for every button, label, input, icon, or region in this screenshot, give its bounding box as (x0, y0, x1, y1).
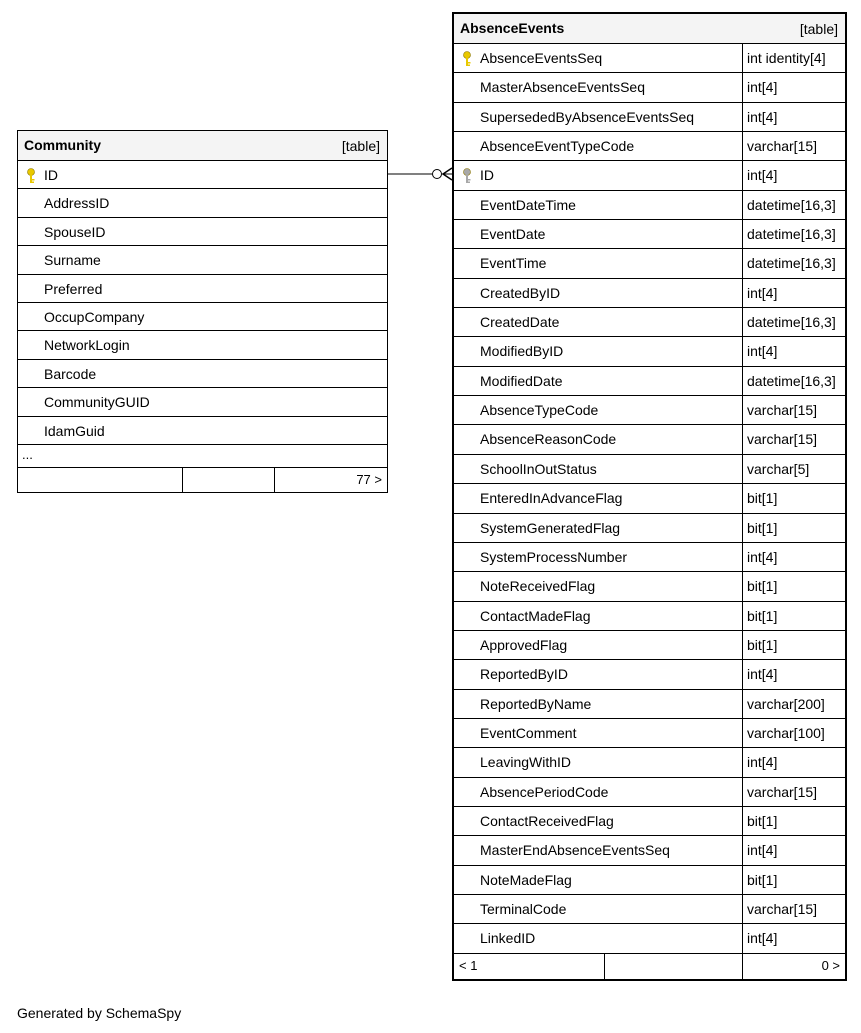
column-name: ID (44, 167, 58, 183)
column-type: int[4] (742, 748, 777, 776)
column-row[interactable] (454, 367, 845, 396)
column-row[interactable] (454, 132, 845, 161)
column-name: CreatedByID (480, 284, 561, 301)
column-type: bit[1] (742, 807, 777, 835)
column-type: varchar[5] (742, 455, 809, 483)
column-name: ContactReceivedFlag (480, 812, 614, 829)
column-row[interactable] (454, 719, 845, 748)
column-type: int[4] (742, 337, 777, 365)
column-row[interactable] (18, 189, 387, 217)
column-name: Surname (44, 252, 101, 269)
column-row[interactable] (454, 73, 845, 102)
column-row[interactable] (454, 249, 845, 278)
column-row[interactable] (454, 924, 845, 953)
table-header (454, 14, 845, 44)
column-type: varchar[15] (742, 895, 817, 923)
community-table[interactable] (17, 130, 388, 493)
column-row[interactable] (454, 514, 845, 543)
column-row[interactable] (454, 836, 845, 865)
column-type: bit[1] (742, 514, 777, 542)
column-type: int[4] (742, 161, 777, 189)
column-type: varchar[200] (742, 690, 825, 718)
column-type: varchar[15] (742, 396, 817, 424)
table-type-label: [table] (341, 138, 380, 154)
column-name: CommunityGUID (44, 394, 150, 411)
table-footer (18, 468, 387, 492)
column-row[interactable] (18, 275, 387, 303)
column-name: ID (480, 167, 494, 184)
column-name: SpouseID (44, 223, 106, 240)
column-name: ReportedByName (480, 695, 592, 712)
column-type: bit[1] (742, 866, 777, 894)
column-name: ModifiedByID (480, 343, 564, 360)
column-name: AbsenceEventsSeq (480, 50, 603, 66)
column-name: NoteMadeFlag (480, 871, 572, 888)
column-type: datetime[16,3] (742, 191, 836, 219)
column-row[interactable] (454, 191, 845, 220)
column-row[interactable] (454, 778, 845, 807)
table-header (18, 131, 387, 161)
column-row[interactable] (18, 331, 387, 359)
column-row[interactable] (18, 360, 387, 388)
column-name: Preferred (44, 280, 103, 297)
column-type: int[4] (742, 73, 777, 101)
column-type: bit[1] (742, 572, 777, 600)
column-type: int[4] (742, 103, 777, 131)
column-row[interactable] (454, 103, 845, 132)
column-name: ModifiedDate (480, 372, 563, 389)
column-row[interactable] (454, 44, 845, 73)
column-name: OccupCompany (44, 308, 145, 325)
column-name: Barcode (44, 365, 97, 382)
column-row[interactable] (454, 308, 845, 337)
absenceevents-table[interactable] (452, 12, 847, 981)
column-row[interactable] (454, 455, 845, 484)
column-row[interactable] (454, 602, 845, 631)
children-count[interactable]: 77 > (356, 471, 382, 487)
more-columns-indicator: ... (18, 445, 387, 468)
column-type: varchar[15] (742, 425, 817, 453)
parents-count[interactable]: < 1 (459, 957, 478, 973)
column-name: ApprovedFlag (480, 636, 568, 653)
column-type: datetime[16,3] (742, 249, 836, 277)
column-name: AbsenceEventTypeCode (480, 138, 635, 155)
column-name: ReportedByID (480, 666, 568, 683)
column-type: bit[1] (742, 631, 777, 659)
primary-key-icon (26, 168, 36, 184)
column-row[interactable] (454, 748, 845, 777)
column-row[interactable] (454, 161, 845, 190)
column-name: SupersededByAbsenceEventsSeq (480, 108, 695, 125)
column-type: varchar[15] (742, 132, 817, 160)
column-name: IdamGuid (44, 422, 105, 439)
column-row[interactable] (454, 572, 845, 601)
table-type-label: [table] (799, 21, 838, 37)
column-name: AbsencePeriodCode (480, 783, 609, 800)
column-type: datetime[16,3] (742, 308, 836, 336)
column-name: MasterAbsenceEventsSeq (480, 79, 645, 96)
column-row[interactable] (454, 279, 845, 308)
column-row[interactable] (18, 417, 387, 445)
generated-by-credit: Generated by SchemaSpy (17, 1005, 182, 1021)
column-name: EnteredInAdvanceFlag (480, 490, 623, 507)
children-count[interactable]: 0 > (821, 957, 840, 973)
column-name: EventComment (480, 724, 577, 741)
column-row[interactable] (18, 218, 387, 246)
column-row[interactable] (454, 895, 845, 924)
column-type: int[4] (742, 279, 777, 307)
column-row[interactable] (454, 337, 845, 366)
foreign-key-icon (462, 168, 472, 184)
column-name: CreatedDate (480, 314, 560, 331)
column-name: SystemGeneratedFlag (480, 519, 621, 536)
column-name: EventDateTime (480, 196, 576, 213)
column-name: NoteReceivedFlag (480, 578, 596, 595)
column-type: bit[1] (742, 484, 777, 512)
column-name: ContactMadeFlag (480, 607, 591, 624)
column-row[interactable] (454, 866, 845, 895)
column-row[interactable] (454, 660, 845, 689)
column-name: AddressID (44, 195, 110, 212)
table-footer (454, 954, 845, 979)
column-name: TerminalCode (480, 900, 567, 917)
column-type: int[4] (742, 543, 777, 571)
column-name: SystemProcessNumber (480, 548, 628, 565)
column-name: AbsenceReasonCode (480, 431, 617, 448)
column-type: datetime[16,3] (742, 367, 836, 395)
column-row[interactable] (18, 303, 387, 331)
column-row[interactable] (454, 631, 845, 660)
column-name: SchoolInOutStatus (480, 460, 597, 477)
column-type: varchar[100] (742, 719, 825, 747)
column-name: EventTime (480, 255, 547, 272)
column-name: LeavingWithID (480, 754, 572, 771)
column-row[interactable] (454, 396, 845, 425)
column-type: int[4] (742, 924, 777, 952)
column-type: datetime[16,3] (742, 220, 836, 248)
column-name: EventDate (480, 226, 546, 243)
column-type: int identity[4] (742, 44, 826, 72)
column-row[interactable] (454, 425, 845, 454)
column-row[interactable] (454, 690, 845, 719)
column-name: MasterEndAbsenceEventsSeq (480, 842, 670, 859)
column-type: varchar[15] (742, 778, 817, 806)
table-name: AbsenceEvents (460, 20, 565, 36)
column-row[interactable] (18, 161, 387, 189)
column-row[interactable] (454, 807, 845, 836)
column-row[interactable] (454, 543, 845, 572)
column-row[interactable] (454, 484, 845, 513)
column-row[interactable] (18, 246, 387, 274)
column-row[interactable] (454, 220, 845, 249)
column-type: int[4] (742, 836, 777, 864)
column-name: LinkedID (480, 930, 536, 947)
table-name: Community (24, 137, 101, 153)
column-row[interactable] (18, 388, 387, 416)
column-name: NetworkLogin (44, 337, 130, 354)
column-name: AbsenceTypeCode (480, 402, 599, 419)
column-type: bit[1] (742, 602, 777, 630)
column-type: int[4] (742, 660, 777, 688)
primary-key-icon (462, 51, 472, 67)
